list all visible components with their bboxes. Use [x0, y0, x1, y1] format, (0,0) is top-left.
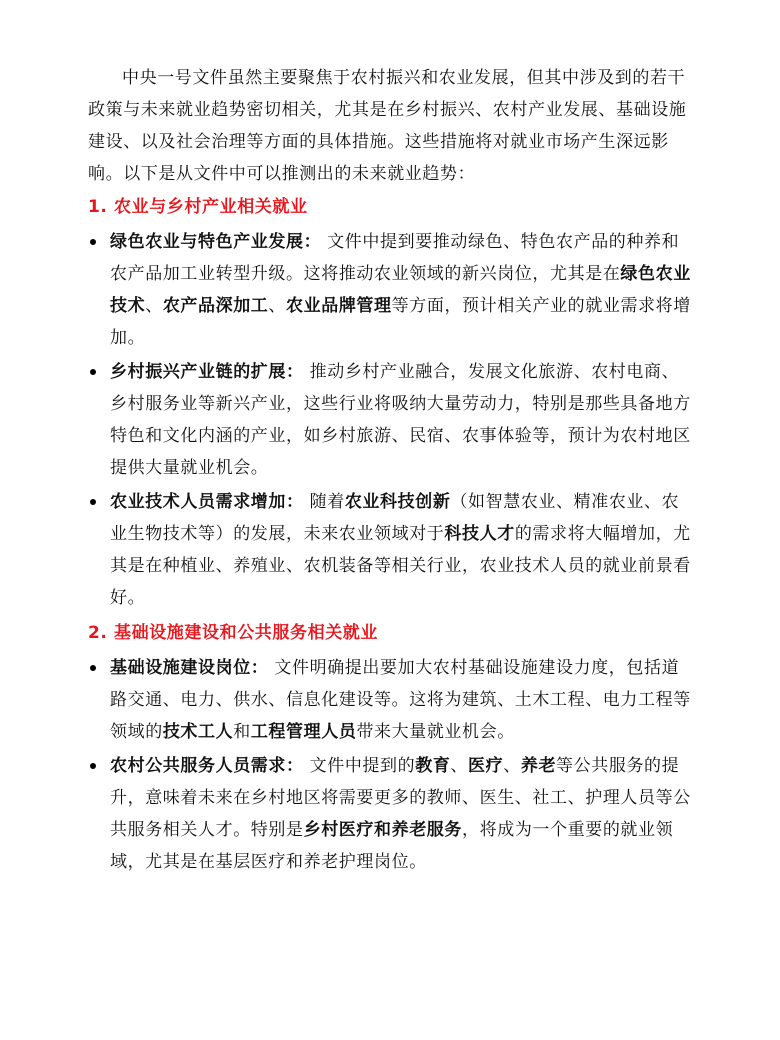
bullet-infrastructure-jobs: [88, 652, 692, 748]
bullet-green-agriculture: [88, 226, 692, 354]
bullet-text: 、: [450, 756, 469, 776]
bullet-dot-icon: [90, 665, 96, 671]
bullet-emphasis: 教育: [415, 756, 451, 776]
bullet-emphasis: 农业科技创新: [344, 492, 451, 512]
bullet-heading: 农村公共服务人员需求：: [110, 756, 304, 776]
bullet-dot-icon: [90, 239, 96, 245]
bullet-text: 、: [268, 296, 287, 316]
bullet-text: 推动乡村产业融合，发展文化旅游、农村电商、乡村服务业等新兴产业，这些行业将吸纳大量劳动力，特别是那些具备地方特色和文化内涵的产业，如乡村旅游、民宿、农事体验等，预计为农村地区提供大量就业机会。: [110, 362, 691, 478]
bullet-emphasis: 工程管理人员: [250, 722, 357, 742]
bullet-agri-tech-staff: [88, 486, 692, 614]
bullet-text: 等方面，预计相关产业的就业需求将增加。: [110, 296, 691, 348]
bullet-public-service-staff: [88, 750, 692, 878]
bullet-heading: 农业技术人员需求增加：: [110, 492, 304, 512]
bullet-text: 文件中提到要推动绿色、特色农产品的种养和农产品加工业转型升级。这将推动农业领域的新兴岗位，尤其是在: [110, 232, 680, 284]
bullet-text: ，将成为一个重要的就业领域，尤其是在基层医疗和养老护理岗位。: [110, 820, 674, 872]
bullet-heading: 乡村振兴产业链的扩展：: [110, 362, 304, 382]
bullet-dot-icon: [90, 499, 96, 505]
bullet-text: 文件明确提出要加大农村基础设施建设力度，包括道路交通、电力、供水、信息化建设等。这将为建筑、土木工程、电力工程等领域的: [110, 658, 691, 742]
bullet-heading: 基础设施建设岗位：: [110, 658, 269, 678]
bullet-emphasis: 养老: [520, 756, 557, 776]
bullet-heading: 绿色农业与特色产业发展：: [110, 232, 322, 252]
section-title-agriculture: 1. 农业与乡村产业相关就业: [88, 197, 308, 217]
bullet-text: 和: [233, 722, 251, 742]
intro-paragraph: 中央一号文件虽然主要聚焦于农村振兴和农业发展，但其中涉及到的若干政策与未来就业趋势密切相关，尤其是在乡村振兴、农村产业发展、基础设施建设、以及社会治理等方面的具体措施。这些措施将对就业市场产生深远影响。以下是从文件中可以推测出的未来就业趋势：: [88, 68, 687, 184]
bullet-text: 文件中提到的: [303, 756, 416, 776]
bullet-text: （如智慧农业、精准农业、农业生物技术等）的发展，未来农业领域对于: [110, 492, 680, 544]
bullet-emphasis: 技术工人: [162, 722, 234, 742]
bullet-emphasis: 农业品牌管理: [286, 296, 392, 316]
bullet-emphasis: 科技人才: [444, 524, 515, 544]
bullet-emphasis: 医疗: [468, 756, 504, 776]
section-title-infrastructure: 2. 基础设施建设和公共服务相关就业: [88, 623, 379, 643]
bullet-text: 等公共服务的提升，意味着未来在乡村地区将需要更多的教师、医生、社工、护理人员等公共服务相关人才。特别是: [110, 756, 691, 840]
bullet-text: 随着: [303, 492, 345, 512]
bullet-text: 、: [145, 296, 163, 316]
bullet-dot-icon: [90, 763, 96, 769]
bullet-text: 带来大量就业机会。: [356, 722, 515, 742]
bullet-emphasis: 乡村医疗和养老服务: [303, 820, 463, 840]
bullet-text: 的需求将大幅增加，尤其是在种植业、养殖业、农机装备等相关行业，农业技术人员的就业前景看好。: [110, 524, 691, 608]
bullet-rural-industry-chain: [88, 356, 692, 484]
bullet-text: 、: [503, 756, 521, 776]
bullet-emphasis: 农产品深加工: [162, 296, 269, 316]
bullet-emphasis: 绿色农业技术: [110, 264, 691, 316]
bullet-dot-icon: [90, 369, 96, 375]
